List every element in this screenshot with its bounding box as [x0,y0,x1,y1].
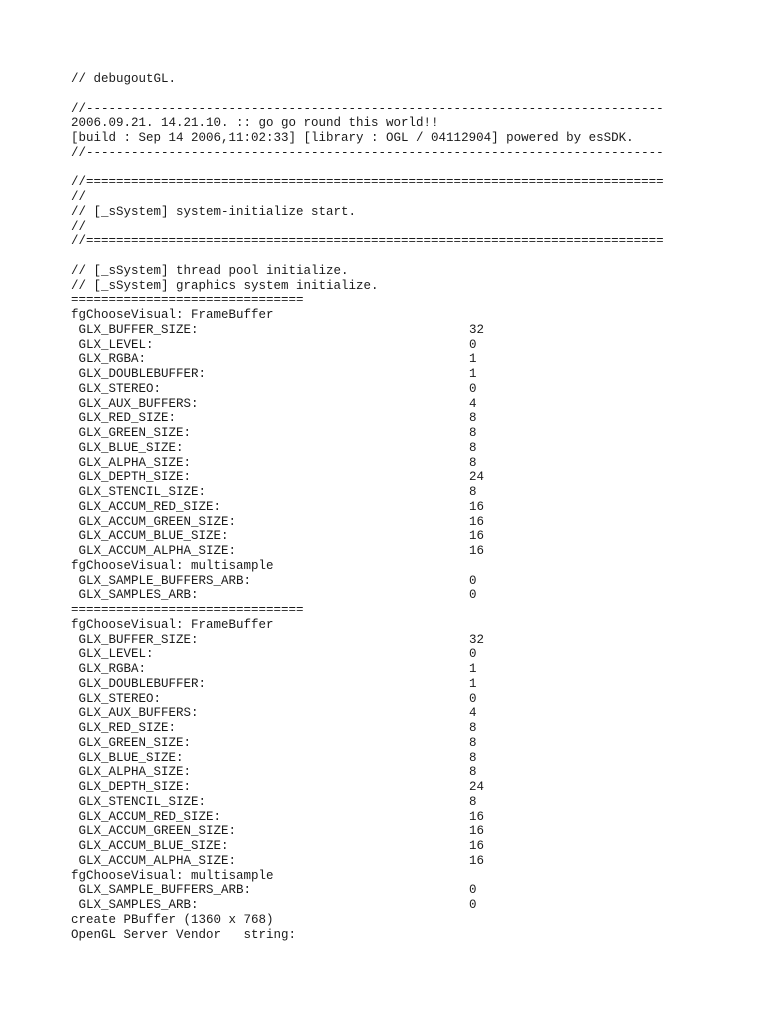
config-value: 0 [469,337,477,352]
config-row [71,898,761,913]
config-value: 0 [469,573,477,588]
config-key: GLX_RGBA: [71,662,147,676]
config-value: 0 [469,588,477,603]
config-row [71,426,761,441]
config-row [71,824,761,839]
config-value: 16 [469,839,485,853]
config-key: GLX_BLUE_SIZE: [71,750,184,765]
config-key: GLX_ACCUM_ALPHA_SIZE: [71,853,237,868]
config-row [71,795,761,810]
config-row [71,500,761,515]
config-row [71,692,761,707]
config-key: GLX_ALPHA_SIZE: [71,455,192,470]
config-row [71,456,761,471]
config-key: GLX_SAMPLES_ARB: [71,898,199,912]
config-row [71,647,761,662]
config-key: GLX_LEVEL: [71,647,154,662]
config-row [71,397,761,412]
config-value: 0 [469,647,477,662]
config-value: 16 [469,809,485,824]
config-value: 8 [469,735,477,750]
config-key: GLX_ALPHA_SIZE: [71,765,192,780]
config-key: GLX_DOUBLEBUFFER: [71,367,207,381]
config-key: GLX_STENCIL_SIZE: [71,485,207,499]
config-value: 16 [469,824,485,839]
log-line: fgChooseVisual: multisample [71,558,274,573]
config-value: 8 [469,750,477,765]
log-line: fgChooseVisual: FrameBuffer [71,617,274,632]
config-row [71,544,761,559]
config-key: GLX_SAMPLE_BUFFERS_ARB: [71,573,252,588]
log-line: OpenGL Server Vendor string: [71,927,297,942]
log-line: create PBuffer (1360 x 768) [71,912,274,927]
config-row [71,323,761,338]
config-row [71,810,761,825]
config-value: 8 [469,765,477,780]
config-key: GLX_LEVEL: [71,337,154,352]
config-value: 16 [469,544,485,558]
config-row [71,529,761,544]
config-row [71,441,761,456]
config-key: GLX_ACCUM_RED_SIZE: [71,499,222,514]
log-line: =============================== [71,293,304,308]
config-row [71,411,761,426]
log-line: [build : Sep 14 2006,11:02:33] [library : OGL / 04112904] powered by esSDK. [71,131,634,145]
config-key: GLX_ACCUM_BLUE_SIZE: [71,529,229,544]
config-value: 0 [469,381,477,396]
log-line: // [_sSystem] thread pool initialize. [71,263,349,278]
config-row [71,338,761,353]
log-line: // debugoutGL. [71,72,177,86]
config-key: GLX_ACCUM_GREEN_SIZE: [71,514,237,529]
config-key: GLX_BUFFER_SIZE: [71,322,199,337]
config-key: GLX_DEPTH_SIZE: [71,780,192,794]
config-value: 8 [469,426,477,440]
config-row [71,470,761,485]
config-row [71,352,761,367]
config-key: GLX_ACCUM_BLUE_SIZE: [71,839,229,853]
config-row [71,839,761,854]
config-value: 32 [469,322,485,337]
config-value: 8 [469,455,477,470]
config-key: GLX_SAMPLE_BUFFERS_ARB: [71,883,252,898]
log-line: fgChooseVisual: FrameBuffer [71,308,274,322]
config-row [71,485,761,500]
config-key: GLX_SAMPLES_ARB: [71,588,199,603]
config-value: 0 [469,691,477,706]
config-value: 16 [469,499,485,514]
config-key: GLX_STENCIL_SIZE: [71,794,207,809]
config-row [71,515,761,530]
config-value: 8 [469,440,477,455]
config-key: GLX_ACCUM_RED_SIZE: [71,809,222,824]
config-value: 1 [469,676,477,691]
config-key: GLX_RGBA: [71,352,147,367]
config-value: 8 [469,794,477,809]
config-key: GLX_STEREO: [71,381,162,396]
log-line: //----------------------------------------------------------------------------- [71,101,664,116]
config-value: 1 [469,352,477,367]
config-value: 4 [469,706,477,721]
log-line: 2006.09.21. 14.21.10. :: go go round this world!! [71,116,439,131]
config-row [71,854,761,869]
config-value: 0 [469,883,477,898]
config-value: 4 [469,396,477,411]
debug-log-document [71,72,761,942]
config-key: GLX_BLUE_SIZE: [71,440,184,455]
config-value: 8 [469,411,477,426]
config-value: 1 [469,367,477,381]
config-row [71,765,761,780]
config-value: 1 [469,662,477,676]
config-value: 8 [469,485,477,499]
config-row [71,382,761,397]
log-line: //----------------------------------------------------------------------------- [71,145,664,160]
config-row [71,677,761,692]
blank-line [71,87,761,102]
config-row [71,588,761,603]
config-value: 0 [469,898,477,912]
config-row [71,633,761,648]
config-row [71,706,761,721]
config-key: GLX_RED_SIZE: [71,411,177,426]
log-line: =============================== [71,603,304,617]
log-line: //============================================================================= [71,234,664,249]
config-value: 32 [469,632,485,647]
log-line: fgChooseVisual: multisample [71,868,274,883]
config-value: 16 [469,529,485,544]
config-key: GLX_GREEN_SIZE: [71,735,192,750]
config-key: GLX_AUX_BUFFERS: [71,706,199,721]
config-value: 16 [469,514,485,529]
config-row [71,751,761,766]
config-row [71,721,761,736]
log-line: //============================================================================= [71,175,664,190]
blank-line [71,161,761,176]
log-line: // [_sSystem] graphics system initialize. [71,278,379,293]
config-key: GLX_DOUBLEBUFFER: [71,676,207,691]
config-value: 8 [469,721,477,735]
config-row [71,780,761,795]
config-key: GLX_ACCUM_ALPHA_SIZE: [71,544,237,558]
config-row [71,883,761,898]
config-key: GLX_RED_SIZE: [71,721,177,735]
config-value: 16 [469,853,485,868]
config-key: GLX_ACCUM_GREEN_SIZE: [71,824,237,839]
config-key: GLX_STEREO: [71,691,162,706]
config-key: GLX_GREEN_SIZE: [71,426,192,440]
config-key: GLX_DEPTH_SIZE: [71,470,192,485]
log-line: // [_sSystem] system-initialize start. [71,204,357,219]
config-value: 24 [469,780,485,794]
config-row [71,367,761,382]
config-row [71,574,761,589]
log-line: // [71,219,87,234]
config-row [71,662,761,677]
blank-line [71,249,761,264]
log-line: // [71,190,87,204]
config-key: GLX_BUFFER_SIZE: [71,632,199,647]
config-row [71,736,761,751]
config-key: GLX_AUX_BUFFERS: [71,396,199,411]
config-value: 24 [469,470,485,485]
